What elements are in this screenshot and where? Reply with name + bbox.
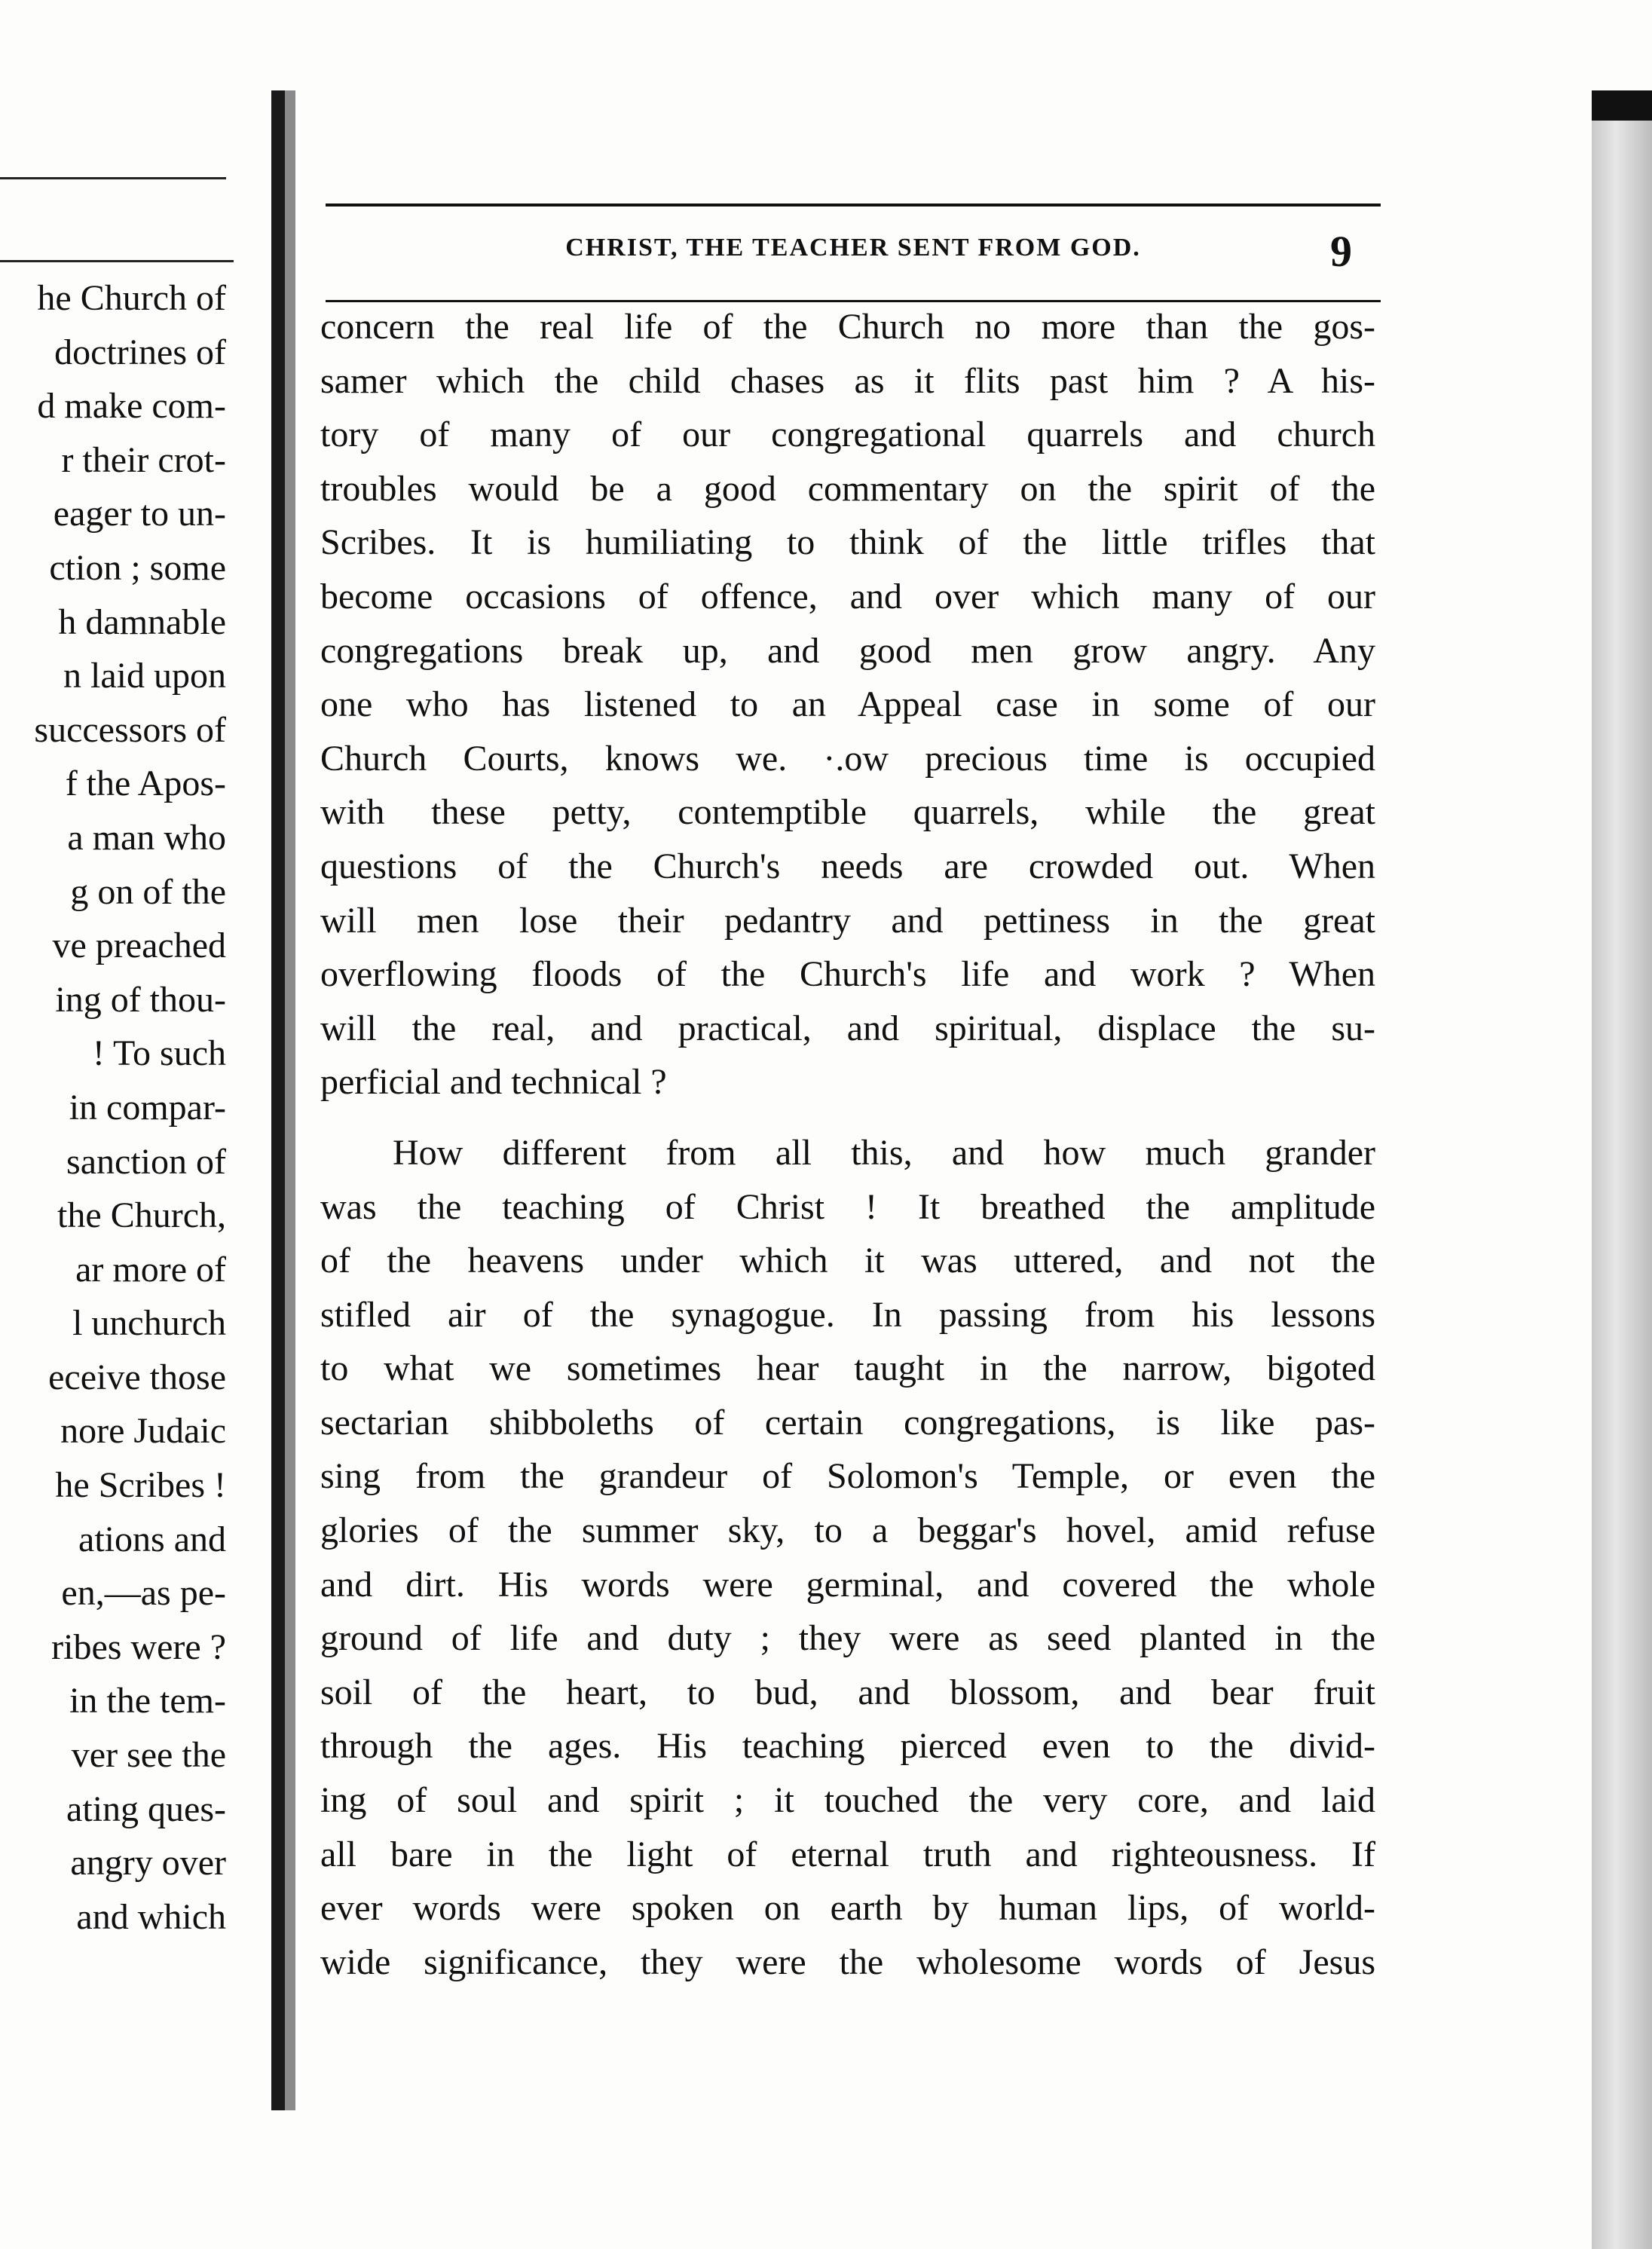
text-line: How different from all this, and how much grander <box>393 1132 1375 1173</box>
text-line: ve preached <box>52 926 226 966</box>
text-line: f the Apos- <box>65 763 226 804</box>
text-line: sanction of <box>66 1141 226 1182</box>
text-line: will the real, and practical, and spiritual, displace the su- <box>320 1008 1375 1048</box>
left-facing-page <box>0 90 271 2201</box>
text-line: and dirt. His words were germinal, and covered the whole <box>320 1564 1375 1605</box>
text-line: ar more of <box>75 1249 226 1290</box>
text-line: congregations break up, and good men grow angry. Any <box>320 630 1375 671</box>
text-line: with these petty, contemptible quarrels, while the great <box>320 792 1375 833</box>
text-line: concern the real life of the Church no more than the gos- <box>320 307 1375 347</box>
paragraph-1 <box>320 300 1375 1109</box>
text-line: r their crot- <box>61 439 226 480</box>
text-line: questions of the Church's needs are crowded out. When <box>320 846 1375 886</box>
text-line: ribes were ? <box>51 1626 226 1667</box>
text-line: will men lose their pedantry and pettiness in the great <box>320 900 1375 941</box>
text-line: ing of soul and spirit ; it touched the very core, and laid <box>320 1780 1375 1821</box>
text-line: a man who <box>67 817 226 858</box>
text-line: ground of life and duty ; they were as seed planted in the <box>320 1618 1375 1659</box>
text-line: he Church of <box>37 278 226 318</box>
text-line: ever words were spoken on earth by human lips, of world- <box>320 1888 1375 1929</box>
book-gutter-shadow <box>285 90 295 2110</box>
text-line: the Church, <box>57 1195 226 1236</box>
text-line: overflowing floods of the Church's life and work ? When <box>320 954 1375 995</box>
text-line: perficial and technical ? <box>320 1062 667 1103</box>
text-line: all bare in the light of eternal truth and righteousness. If <box>320 1834 1375 1874</box>
text-line: stifled air of the synagogue. In passing from his lessons <box>320 1294 1375 1335</box>
text-line: troubles would be a good commentary on the spirit of the <box>320 468 1375 509</box>
text-line: successors of <box>34 709 226 750</box>
text-line: samer which the child chases as it flits past him ? A his- <box>320 360 1375 401</box>
text-line: one who has listened to an Appeal case in some of our <box>320 684 1375 725</box>
text-line: sectarian shibboleths of certain congregations, is like pas- <box>320 1402 1375 1443</box>
text-line: in compar- <box>69 1087 226 1128</box>
text-line: ction ; some <box>49 547 226 588</box>
text-line: sing from the grandeur of Solomon's Temple, or even the <box>320 1456 1375 1497</box>
text-line: soil of the heart, to bud, and blossom, and bear fruit <box>320 1672 1375 1712</box>
text-line: ver see the <box>71 1735 226 1776</box>
text-line: l unchurch <box>72 1303 226 1344</box>
text-line: and which <box>76 1896 226 1937</box>
text-line: d make com- <box>37 386 226 427</box>
left-page-rule-top <box>0 177 226 179</box>
text-line: nore Judaic <box>60 1411 226 1452</box>
running-head: CHRIST, THE TEACHER SENT FROM GOD. <box>565 234 1141 262</box>
text-line: ing of thou- <box>55 979 226 1020</box>
text-line: h damnable <box>58 601 226 642</box>
text-line: was the teaching of Christ ! It breathed the amplitude <box>320 1186 1375 1227</box>
text-line: en,—as pe- <box>61 1573 226 1614</box>
body-text <box>320 300 1375 1989</box>
text-line: in the tem- <box>69 1681 226 1721</box>
text-line: ! To such <box>92 1033 226 1074</box>
text-line: through the ages. His teaching pierced even to the divid- <box>320 1726 1375 1767</box>
text-line: Church Courts, knows we. ·.ow precious time is occupied <box>320 738 1375 779</box>
paragraph-gap <box>320 1109 1375 1126</box>
text-line: eceive those <box>48 1357 226 1397</box>
text-line: become occasions of offence, and over which many of our <box>320 576 1375 617</box>
paragraph-2 <box>320 1126 1375 1990</box>
book-gutter <box>271 90 285 2110</box>
text-line: Scribes. It is humiliating to think of the little trifles that <box>320 522 1375 563</box>
text-line: glories of the summer sky, to a beggar's hovel, amid refuse <box>320 1510 1375 1551</box>
text-line: he Scribes ! <box>55 1465 226 1506</box>
left-page-rule-header <box>0 260 234 262</box>
text-line: ating ques- <box>66 1788 226 1829</box>
text-line: to what we sometimes hear taught in the narrow, bigoted <box>320 1348 1375 1389</box>
header-rule-top <box>326 203 1381 207</box>
text-line: tory of many of our congregational quarrels and church <box>320 415 1375 455</box>
text-line: of the heavens under which it was uttered, and not the <box>320 1241 1375 1281</box>
text-line: doctrines of <box>54 332 226 372</box>
page-edge-stack <box>1592 121 1652 2249</box>
text-line: n laid upon <box>63 656 226 696</box>
text-line: ations and <box>78 1519 226 1559</box>
text-line: g on of the <box>70 871 226 912</box>
text-line: wide significance, they were the wholesome words of Jesus <box>320 1941 1375 1982</box>
left-page-text <box>0 271 226 1944</box>
text-line: angry over <box>70 1843 226 1883</box>
text-line: eager to un- <box>53 494 226 534</box>
page-number: 9 <box>1330 227 1352 276</box>
